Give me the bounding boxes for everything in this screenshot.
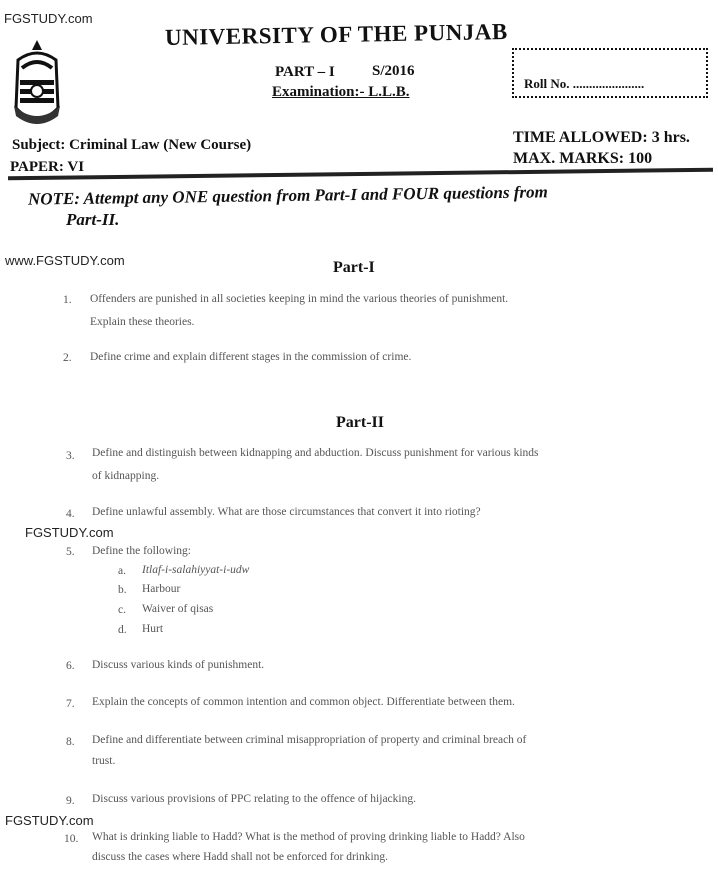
- question-number: 8.: [66, 736, 75, 748]
- sub-item-letter: d.: [118, 624, 127, 636]
- question-number: 4.: [66, 508, 75, 520]
- subject-label: Subject: Criminal Law (New Course): [12, 137, 252, 153]
- sub-item-text: Harbour: [142, 583, 181, 595]
- question-number: 7.: [66, 698, 75, 710]
- question-text: Offenders are punished in all societies keeping in mind the various theories of punishment.: [90, 293, 509, 305]
- watermark: FGSTUDY.com: [4, 11, 93, 26]
- question-text: Define crime and explain different stages in the commission of crime.: [90, 351, 412, 363]
- sub-item-text: Itlaf-i-salahiyyat-i-udw: [142, 564, 250, 576]
- session-label: S/2016: [372, 63, 415, 79]
- question-number: 1.: [63, 294, 72, 306]
- roll-number-box[interactable]: [512, 48, 708, 98]
- watermark: www.FGSTUDY.com: [5, 253, 125, 268]
- sub-item-letter: b.: [118, 584, 127, 596]
- university-title: UNIVERSITY OF THE PUNJAB: [164, 19, 508, 50]
- sub-item-letter: a.: [118, 565, 126, 577]
- header-divider: [8, 168, 713, 181]
- university-crest-logo: [12, 38, 62, 130]
- part-2-heading: Part-II: [336, 414, 384, 431]
- paper-label: PAPER: VI: [10, 159, 85, 175]
- sub-item-text: Waiver of qisas: [142, 603, 214, 615]
- part-1-heading: Part-I: [333, 259, 375, 276]
- question-text: discuss the cases where Hadd shall not be enforced for drinking.: [92, 851, 389, 863]
- question-number: 2.: [63, 352, 72, 364]
- note-line-2: Part-II.: [66, 210, 120, 229]
- question-text: What is drinking liable to Hadd? What is the method of proving drinking liable to Hadd? Also: [92, 831, 525, 843]
- question-text: Explain the concepts of common intention and common object. Differentiate between them.: [92, 696, 515, 708]
- roll-number-label: Roll No. ......................: [524, 76, 645, 91]
- watermark: FGSTUDY.com: [5, 813, 94, 828]
- question-text: Define the following:: [92, 545, 192, 557]
- question-text: Define and differentiate between criminal misappropriation of property and criminal breach of: [92, 734, 527, 746]
- note-line-1: NOTE: Attempt any ONE question from Part-I and FOUR questions from: [27, 182, 548, 209]
- question-number: 3.: [66, 450, 75, 462]
- question-text: Discuss various kinds of punishment.: [92, 659, 265, 671]
- time-allowed: TIME ALLOWED: 3 hrs.: [513, 129, 690, 146]
- question-number: 10.: [64, 833, 79, 845]
- examination-label: Examination:- L.L.B.: [272, 84, 410, 100]
- watermark: FGSTUDY.com: [25, 525, 114, 540]
- question-text: Discuss various provisions of PPC relating to the offence of hijacking.: [92, 793, 416, 805]
- max-marks: MAX. MARKS: 100: [513, 150, 653, 167]
- sub-item-letter: c.: [118, 604, 126, 616]
- question-text: Explain these theories.: [90, 316, 195, 328]
- question-text: Define unlawful assembly. What are those circumstances that convert it into rioting?: [92, 506, 481, 518]
- question-text: Define and distinguish between kidnapping and abduction. Discuss punishment for various kinds: [92, 447, 539, 459]
- question-text: of kidnapping.: [92, 470, 160, 482]
- question-number: 9.: [66, 795, 75, 807]
- part-label: PART – I: [275, 64, 335, 80]
- question-text: trust.: [92, 755, 116, 767]
- question-number: 5.: [66, 546, 75, 558]
- sub-item-text: Hurt: [142, 623, 164, 635]
- question-number: 6.: [66, 660, 75, 672]
